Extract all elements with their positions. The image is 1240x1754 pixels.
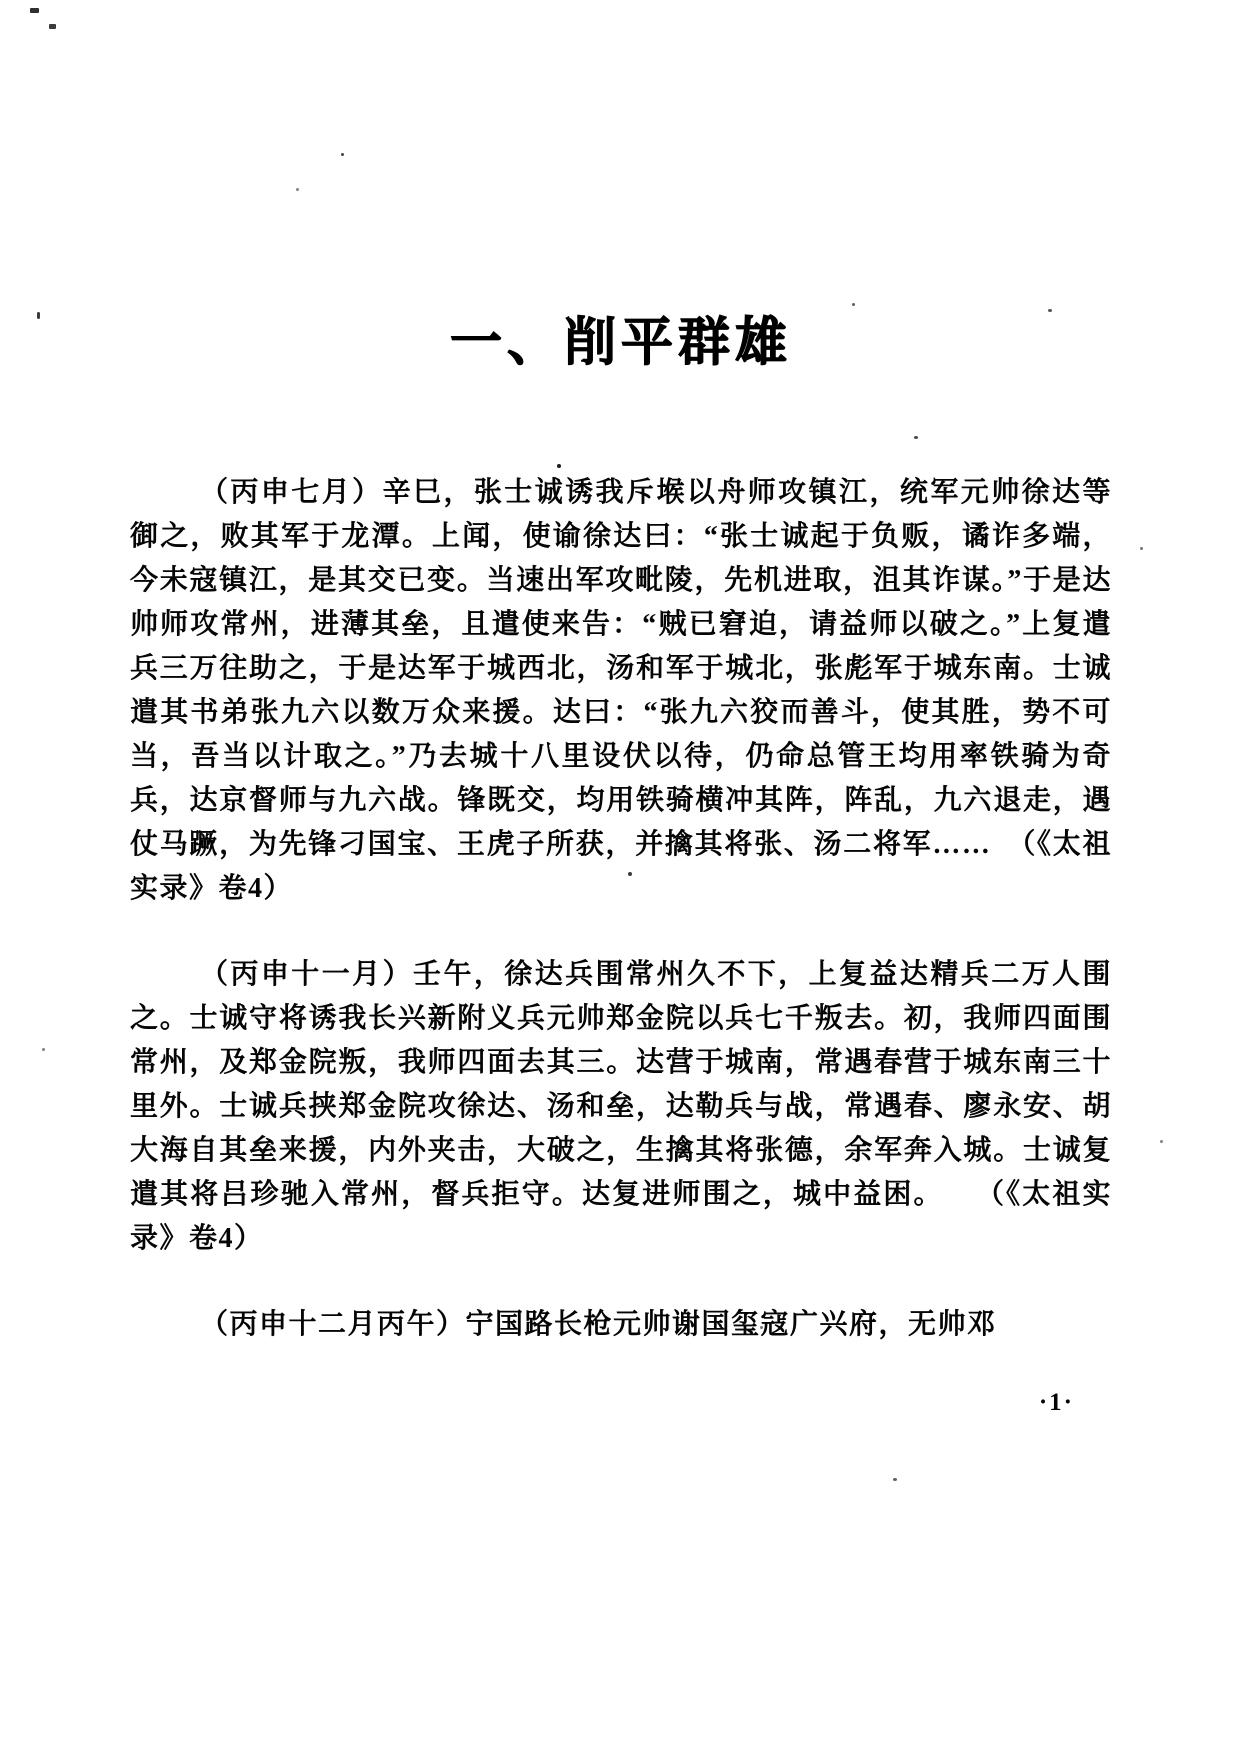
scan-speck <box>1140 547 1143 550</box>
scan-speck <box>893 1478 897 1481</box>
body-paragraph-3: （丙申十二月丙午）宁国路长枪元帅谢国玺寇广兴府，无帅邓 <box>200 1309 997 1340</box>
scan-speck <box>1160 1140 1163 1143</box>
chapter-title: 一、削平群雄 <box>449 315 792 372</box>
page-content <box>130 300 1112 1417</box>
scan-speck <box>296 188 299 191</box>
scan-speck <box>37 312 40 319</box>
scan-speck <box>49 24 56 29</box>
body-paragraph-2: （丙申十一月）壬午，徐达兵围常州久不下，上复益达精兵二万人围之。士诚守将诱我长兴新附义兵元帅郑金院以兵七千叛去。初，我师四面围常州，及郑金院叛，我师四面去其三。达营于城南，常遇春营于城东南三十里外。士诚兵挟郑金院攻徐达、汤和垒，达勒兵与战，常遇春、廖永安、胡大海自其垒来援，内外夹击，大破之，生擒其将张德，余军奔入城。士诚复遣其将吕珍驰入常州，督兵拒守。达复进师围之，城中益困。 （《太祖实录》卷4） <box>130 959 1112 1254</box>
body-paragraph-1: （丙申七月）辛巳，张士诚诱我斥堠以舟师攻镇江，统军元帅徐达等御之，败其军于龙潭。上闻，使谕徐达曰：“张士诚起于负贩，谲诈多端，今未寇镇江，是其交已变。当速出军攻毗陵，先机进取，沮其诈谋。”于是达帅师攻常州，进薄其垒，且遣使来告：“贼已窘迫，请益师以破之。”上复遣兵三万往助之，于是达军于城西北，汤和军于城北，张彪军于城东南。士诚遣其书弟张九六以数万众来援。达曰：“张九六狡而善斗，使其胜，势不可当，吾当以计取之。”乃去城十八里设伏以待，仍命总管王均用率铁骑为奇兵，达京督师与九六战。锋既交，均用铁骑横冲其阵，阵乱，九六退走，遇仗马蹶，为先锋刁国宝、王虎子所获，并擒其将张、汤二将军…… （《太祖实录》卷4） <box>130 477 1112 904</box>
scan-speck <box>30 8 39 13</box>
scan-speck <box>341 153 344 156</box>
page-number: ·1· <box>1038 1389 1074 1416</box>
scan-speck <box>42 1048 45 1051</box>
